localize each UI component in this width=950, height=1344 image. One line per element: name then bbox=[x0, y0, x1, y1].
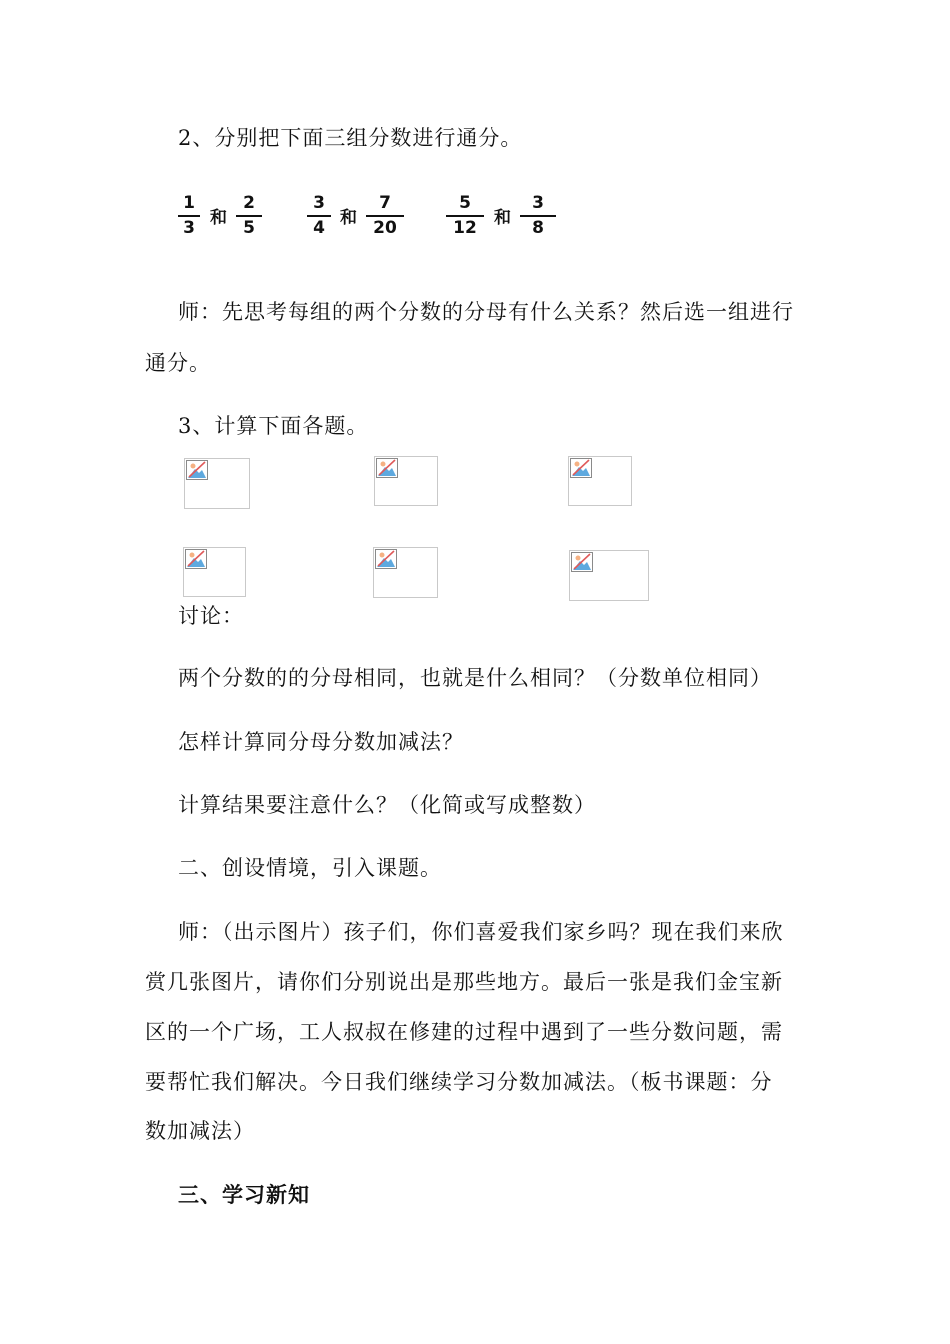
exercise-image-3 bbox=[568, 456, 632, 506]
discussion-label: 讨论： bbox=[178, 604, 244, 628]
discussion-question-1: 两个分数的的分母相同，也就是什么相同？（分数单位相同） bbox=[178, 666, 772, 690]
section2-paragraph-line1: 师：（出示图片）孩子们，你们喜爱我们家乡吗？现在我们来欣 bbox=[178, 920, 784, 944]
fraction-5-12 bbox=[446, 193, 484, 239]
connector-and: 和 bbox=[340, 208, 357, 228]
discussion-question-3: 计算结果要注意什么？（化简或写成整数） bbox=[178, 793, 596, 817]
fraction-1-3 bbox=[178, 193, 200, 239]
fraction-bar bbox=[446, 215, 484, 217]
item2-heading: 2、分别把下面三组分数进行通分。 bbox=[178, 126, 523, 150]
exercise-image-4 bbox=[183, 547, 246, 597]
broken-image-icon bbox=[376, 458, 398, 478]
exercise-image-2 bbox=[374, 456, 438, 506]
exercise-image-1 bbox=[184, 458, 250, 509]
numerator: 2 bbox=[243, 193, 255, 213]
numerator: 3 bbox=[313, 193, 325, 213]
fraction-bar bbox=[366, 215, 404, 217]
exercise-image-5 bbox=[373, 547, 438, 598]
section2-paragraph-line2: 赏几张图片，请你们分别说出是那些地方。最后一张是我们金宝新 bbox=[145, 970, 783, 994]
numerator: 7 bbox=[379, 193, 391, 213]
section3-heading: 三、学习新知 bbox=[178, 1182, 310, 1207]
teacher-instruction-line1: 师：先思考每组的两个分数的分母有什么关系？然后选一组进行 bbox=[178, 300, 794, 324]
teacher-instruction-line2: 通分。 bbox=[145, 351, 211, 375]
fraction-bar bbox=[307, 215, 331, 217]
broken-image-icon bbox=[571, 552, 593, 572]
section2-heading: 二、创设情境，引入课题。 bbox=[178, 856, 442, 880]
section2-paragraph-line3: 区的一个广场，工人叔叔在修建的过程中遇到了一些分数问题，需 bbox=[145, 1020, 783, 1044]
fraction-bar bbox=[236, 215, 262, 217]
fraction-2-5 bbox=[236, 193, 262, 239]
exercise-image-6 bbox=[569, 550, 649, 601]
numerator: 1 bbox=[183, 193, 195, 213]
fraction-bar bbox=[520, 215, 556, 217]
fraction-3-4 bbox=[307, 193, 331, 239]
connector-and: 和 bbox=[210, 208, 227, 228]
fraction-bar bbox=[178, 215, 200, 217]
connector-and: 和 bbox=[494, 208, 511, 228]
denominator: 20 bbox=[373, 218, 397, 238]
section2-paragraph-line5: 数加减法） bbox=[145, 1119, 255, 1143]
broken-image-icon bbox=[186, 460, 208, 480]
numerator: 5 bbox=[459, 193, 471, 213]
numerator: 3 bbox=[532, 193, 544, 213]
item3-heading: 3、计算下面各题。 bbox=[178, 414, 369, 438]
denominator: 12 bbox=[453, 218, 477, 238]
section2-paragraph-line4: 要帮忙我们解决。今日我们继续学习分数加减法。（板书课题：分 bbox=[145, 1070, 773, 1094]
fraction-3-8 bbox=[520, 193, 556, 239]
broken-image-icon bbox=[185, 549, 207, 569]
discussion-question-2: 怎样计算同分母分数加减法？ bbox=[178, 730, 464, 754]
denominator: 8 bbox=[532, 218, 544, 238]
denominator: 3 bbox=[183, 218, 195, 238]
broken-image-icon bbox=[375, 549, 397, 569]
fraction-7-20 bbox=[366, 193, 404, 239]
denominator: 5 bbox=[243, 218, 255, 238]
broken-image-icon bbox=[570, 458, 592, 478]
denominator: 4 bbox=[313, 218, 325, 238]
